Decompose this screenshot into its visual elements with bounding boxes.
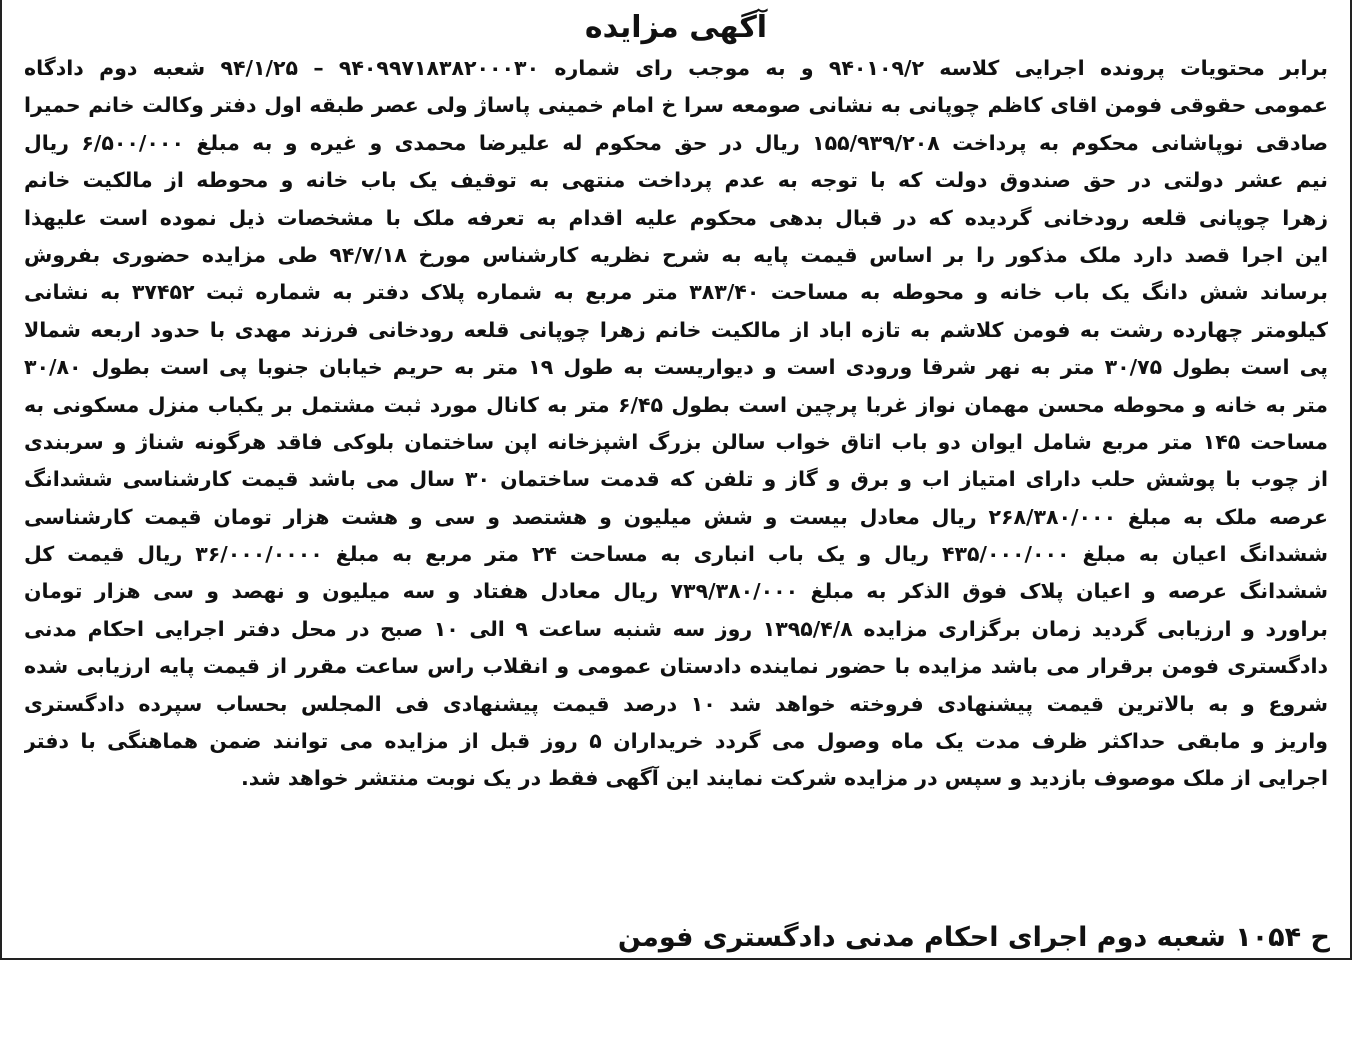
notice-line: عرصه ملک به مبلغ ۲۶۸/۳۸۰/۰۰۰ ریال معادل بیست و شش میلیون و هشتصد و سی و هشت هزار تومان قیمت کارشناسی [24, 504, 1328, 529]
notice-line: ششدانگ اعیان به مبلغ ۴۳۵/۰۰۰/۰۰۰ ریال و یک باب انباری به مساحت ۲۴ متر مربع به مبلغ ۳۶/۰۰۰/۰۰۰۰ ریال قیمت کل [24, 542, 1328, 567]
notice-line: متر به خانه و محوطه محسن مهمان نواز غربا پرچین است بطول ۶/۴۵ متر به کانال مورد ثبت مشتمل بر یکباب منزل مسکونی به [24, 392, 1328, 417]
notice-line: برساند شش دانگ یک باب خانه و محوطه به مساحت ۳۸۳/۴۰ متر مربع به شماره پلاک دفتر به شماره ثبت ۳۷۴۵۲ به نشانی [24, 280, 1328, 305]
notice-line: ششدانگ عرصه و اعیان پلاک فوق الذکر به مبلغ ۷۳۹/۳۸۰/۰۰۰ ریال معادل هفتاد و سه میلیون و نهصد و سی هزار تومان [24, 579, 1328, 604]
notice-line: شروع و به بالاترین قیمت پیشنهادی فروخته خواهد شد ۱۰ درصد قیمت پیشنهادی فی المجلس بحساب سپرده دادگستری [24, 691, 1328, 716]
notice-line: برابر محتویات پرونده اجرایی کلاسه ۹۴۰۱۰۹/۲ و به موجب رای شماره ۹۴۰۹۹۷۱۸۳۸۲۰۰۰۳۰ – ۹۴/۱/۲۵ شعبه دوم دادگاه [24, 56, 1328, 80]
notice-line: دادگستری فومن برقرار می باشد مزایده با حضور نماینده دادستان عمومی و انقلاب راس ساعت مقرر از قیمت پایه ارزیابی شده [24, 654, 1328, 679]
notice-line: مساحت ۱۴۵ متر مربع شامل ایوان دو باب اتاق خواب سالن بزرگ اشپزخانه اپن ساختمان بلوکی فاقد هرگونه شناژ و سربندی [24, 429, 1328, 454]
notice-line: از چوب با پوشش حلب دارای امتیاز اب و برق و گاز و تلفن که قدمت ساختمان ۳۰ سال می باشد قیمت کارشناسی ششدانگ [24, 467, 1328, 492]
notice-line: این اجرا قصد دارد ملک مذکور را بر اساس قیمت پایه به شرح نظریه کارشناس مورخ ۹۴/۷/۱۸ طی مزایده حضوری بفروش [24, 242, 1328, 267]
notice-line: واریز و مابقی حداکثر ظرف مدت یک ماه وصول می گردد خریداران ۵ روز قبل از مزایده می توانند ضمن هماهنگی با دفتر [24, 729, 1328, 754]
notice-line: زهرا چوپانی قلعه رودخانی گردیده که در قبال بدهی محکوم علیه اقدام به تعرفه ملک با مشخصات ذیل نموده است علیهذا [24, 205, 1328, 230]
notice-line: اجرایی از ملک موصوف بازدید و سپس در مزایده شرکت نمایند این آگهی فقط در یک نوبت منتشر خواهد شد. [240, 766, 1328, 791]
notice-line: براورد و ارزیابی گردید زمان برگزاری مزایده ۱۳۹۵/۴/۸ روز سه شنبه ساعت ۹ الی ۱۰ صبح در محل دفتر اجرایی احکام مدنی [24, 616, 1328, 641]
notice-signature: ح ۱۰۵۴ شعبه دوم اجرای احکام مدنی دادگستری فومن [617, 922, 1330, 953]
notice-line: صادقی نوپاشانی محکوم به پرداخت ۱۵۵/۹۳۹/۲۰۸ ریال در حق محکوم له علیرضا محمدی و غیره و به مبلغ ۶/۵۰۰/۰۰۰ ریال [24, 130, 1328, 155]
notice-title: آگهی مزایده [584, 10, 768, 45]
notice-line: عمومی حقوقی فومن اقای کاظم چوپانی به نشانی صومعه سرا خ امام خمینی پاساژ ولی عصر طبقه اول دفتر وکالت خانم حمیرا [24, 93, 1328, 118]
notice-line: پی است بطول ۳۰/۷۵ متر به نهر شرقا ورودی است و دیواریست به طول ۱۹ متر به حریم خیابان جنوبا پی است بطول ۳۰/۸۰ [24, 355, 1328, 380]
notice-line: کیلومتر چهارده رشت به فومن کلاشم به تازه اباد از مالکیت خانم زهرا چوپانی قلعه رودخانی فرزند مهدی با حدود اربعه شمالا [24, 317, 1328, 342]
notice-body [24, 50, 1328, 798]
notice-line: نیم عشر دولتی در حق صندوق دولت که با توجه به عدم پرداخت منتهی به توقیف یک باب خانه و محوطه از مالکیت خانم [24, 168, 1328, 193]
